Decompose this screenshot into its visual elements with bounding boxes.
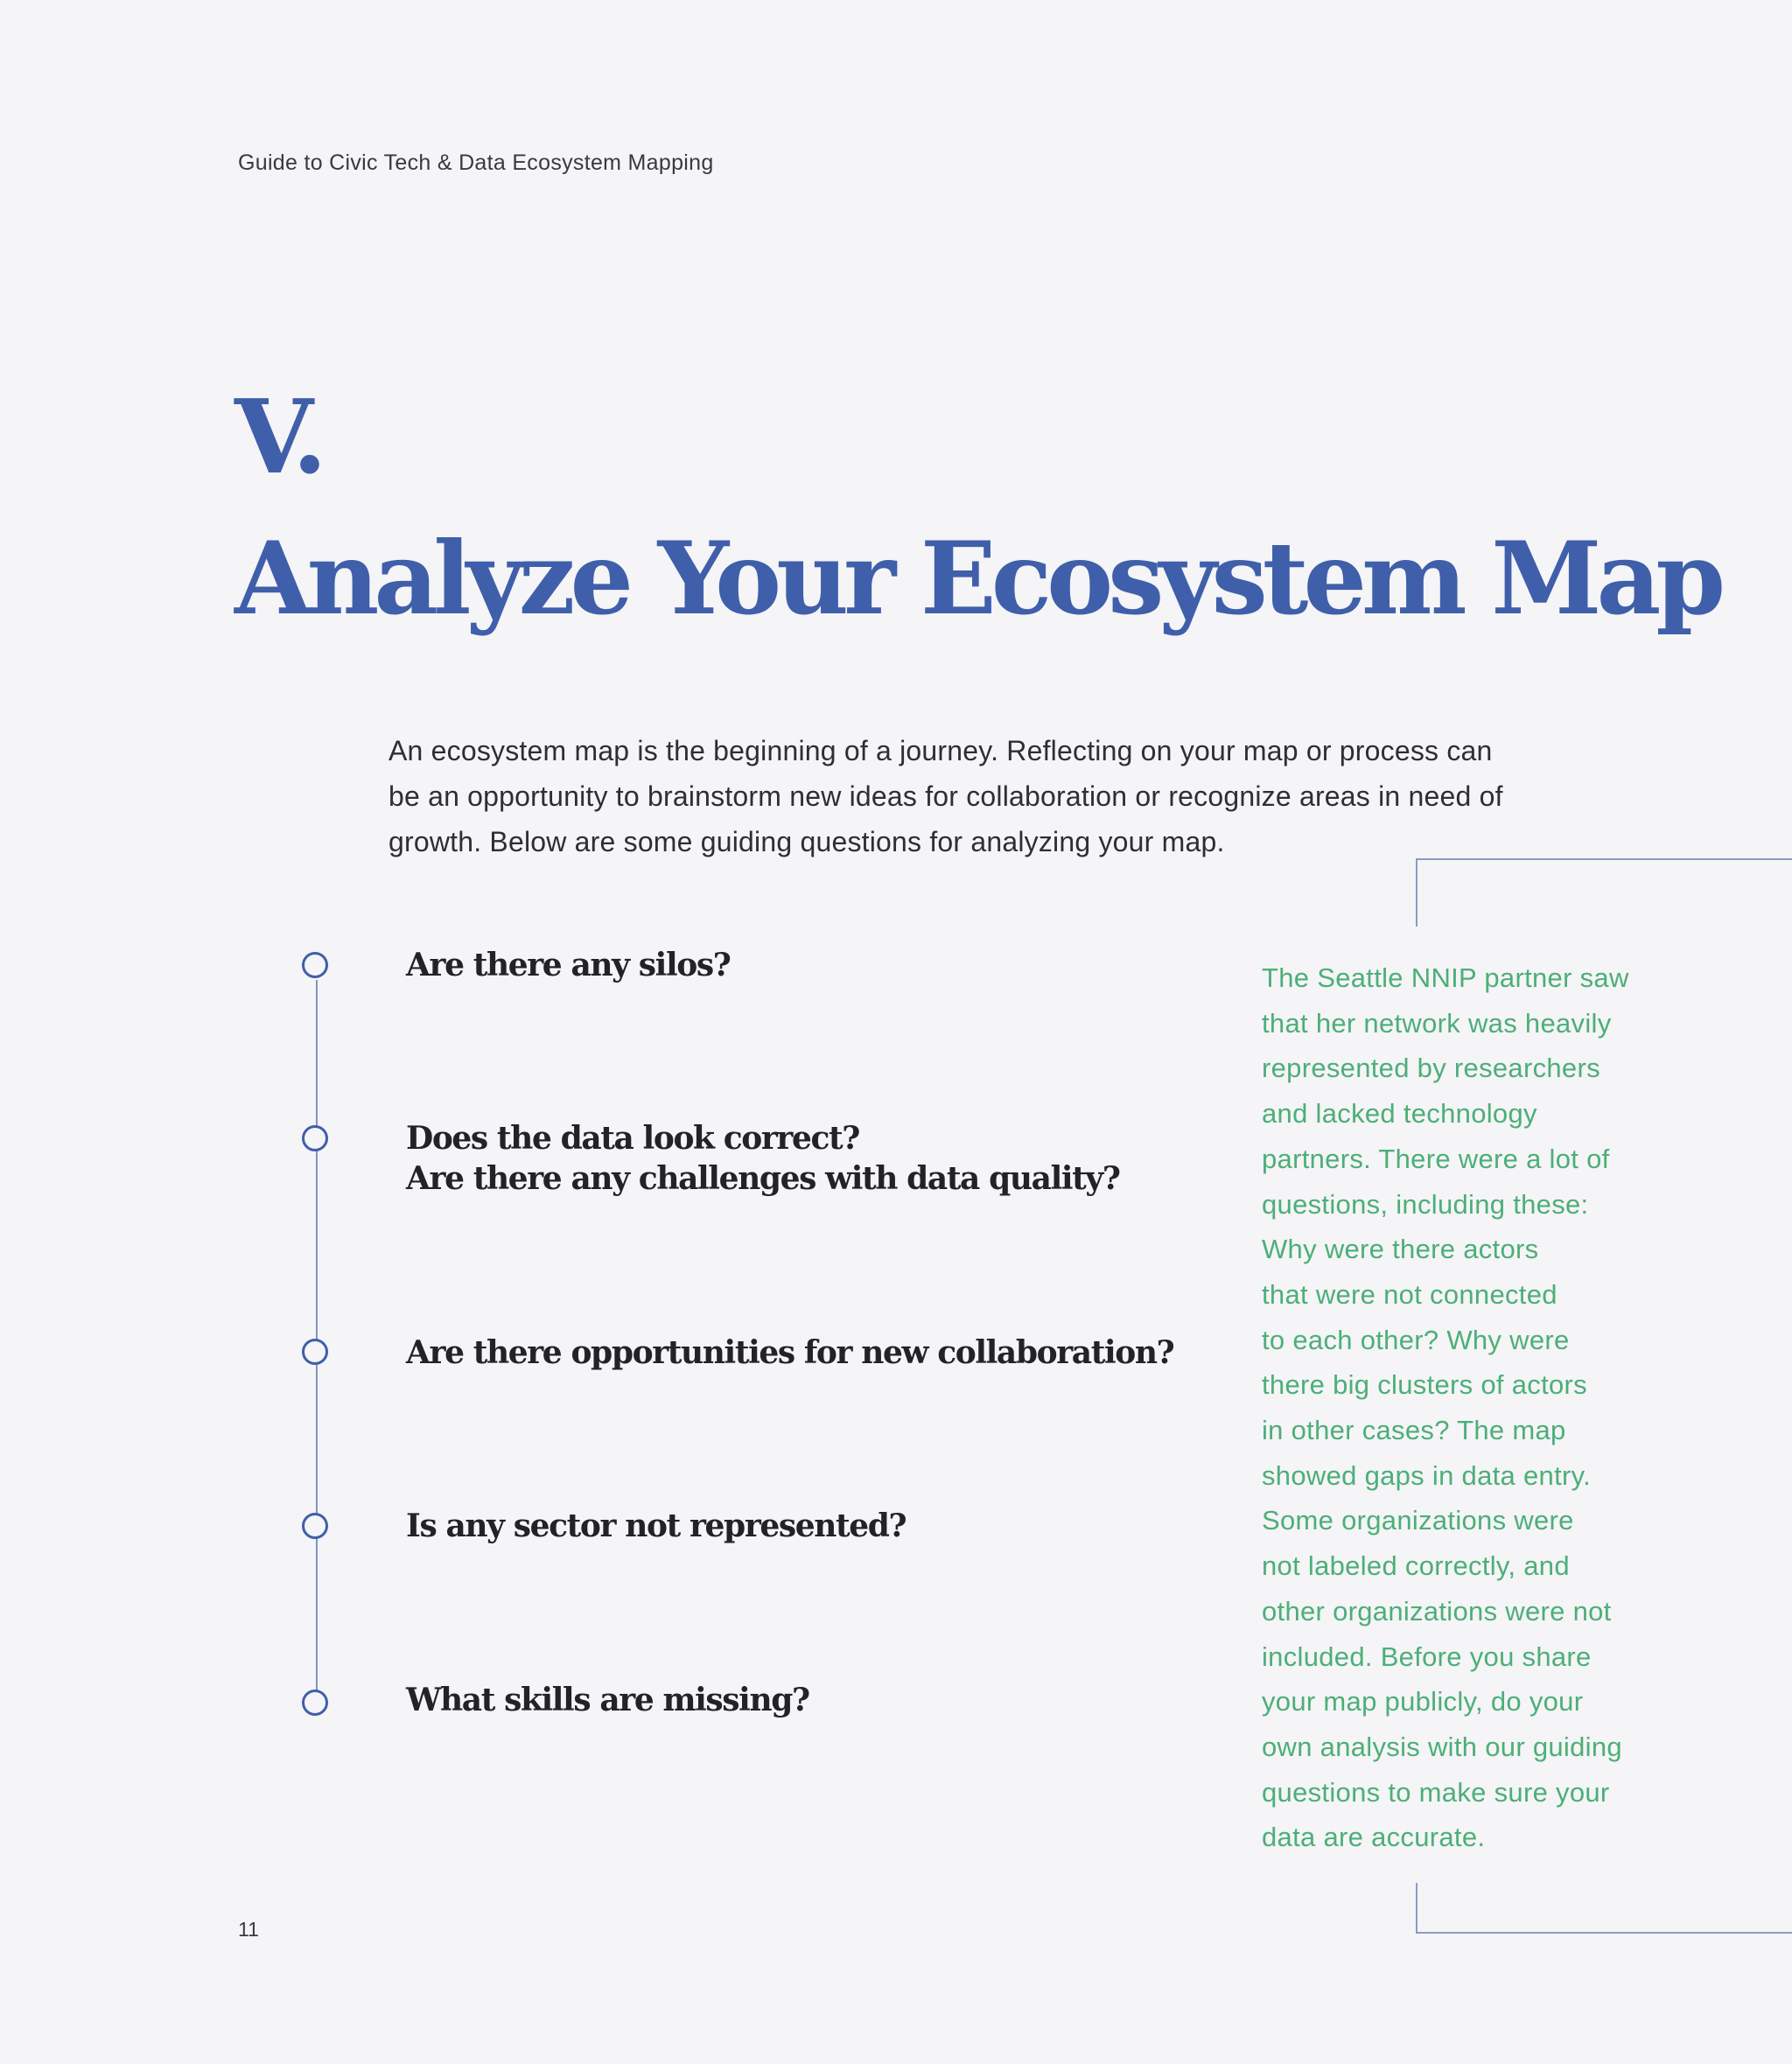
callout-line: your map publicly, do your [1262, 1686, 1584, 1718]
callout-line: other organizations were not [1262, 1595, 1612, 1627]
guiding-question [406, 1506, 906, 1546]
callout-line: questions to make sure your [1262, 1776, 1610, 1808]
callout-line: to each other? Why were [1262, 1324, 1570, 1355]
callout-frame-bottom-corner [1416, 1883, 1418, 1934]
callout-frame-top [1416, 858, 1792, 860]
section-numeral: V. [234, 378, 325, 497]
case-study-callout [1262, 955, 1752, 1860]
callout-line: questions, including these: [1262, 1188, 1589, 1220]
guiding-question-line: Are there any silos? [406, 947, 731, 983]
callout-line: showed gaps in data entry. [1262, 1459, 1592, 1491]
intro-paragraph [388, 728, 1614, 864]
intro-line: be an opportunity to brainstorm new ideas for collaboration or recognize areas in need of [388, 780, 1503, 812]
callout-frame-top-corner [1416, 858, 1418, 927]
intro-line: An ecosystem map is the beginning of a journey. Reflecting on your map or process can [388, 735, 1493, 766]
timeline-circle-icon [302, 1339, 328, 1365]
guiding-question [406, 1680, 809, 1720]
callout-line: not labeled correctly, and [1262, 1550, 1570, 1582]
guiding-question-line: Does the data look correct? [406, 1120, 859, 1157]
guiding-question-line: What skills are missing? [406, 1682, 809, 1718]
timeline-circle-icon [302, 952, 328, 978]
callout-line: Why were there actors [1262, 1234, 1539, 1265]
callout-line: and lacked technology [1262, 1098, 1537, 1130]
callout-line: The Seattle NNIP partner saw [1262, 962, 1629, 993]
guiding-question-line: Is any sector not represented? [406, 1508, 906, 1544]
intro-line: growth. Below are some guiding questions for analyzing your map. [388, 826, 1225, 857]
callout-line: that were not connected [1262, 1278, 1558, 1310]
callout-line: represented by researchers [1262, 1053, 1600, 1084]
guiding-question [406, 1118, 1120, 1199]
timeline-circle-icon [302, 1690, 328, 1716]
timeline-circle-icon [302, 1125, 328, 1151]
callout-line: there big clusters of actors [1262, 1369, 1587, 1401]
timeline-circle-icon [302, 1513, 328, 1539]
page-number: 11 [238, 1918, 259, 1941]
callout-line: Some organizations were [1262, 1505, 1574, 1536]
callout-line: included. Before you share [1262, 1641, 1592, 1672]
callout-line: own analysis with our guiding [1262, 1731, 1622, 1762]
guiding-question [406, 945, 730, 985]
callout-line: data are accurate. [1262, 1822, 1486, 1853]
section-title: Analyze Your Ecosystem Map [234, 520, 1721, 637]
callout-frame-bottom [1416, 1932, 1792, 1934]
running-header: Guide to Civic Tech & Data Ecosystem Mapping [238, 150, 714, 175]
guiding-question-line: Are there any challenges with data quality? [406, 1160, 1120, 1197]
callout-line: in other cases? The map [1262, 1415, 1566, 1446]
callout-line: that her network was heavily [1262, 1007, 1612, 1039]
callout-line: partners. There were a lot of [1262, 1143, 1610, 1174]
guiding-question [406, 1333, 1173, 1373]
guiding-question-line: Are there opportunities for new collaboration? [406, 1334, 1174, 1371]
